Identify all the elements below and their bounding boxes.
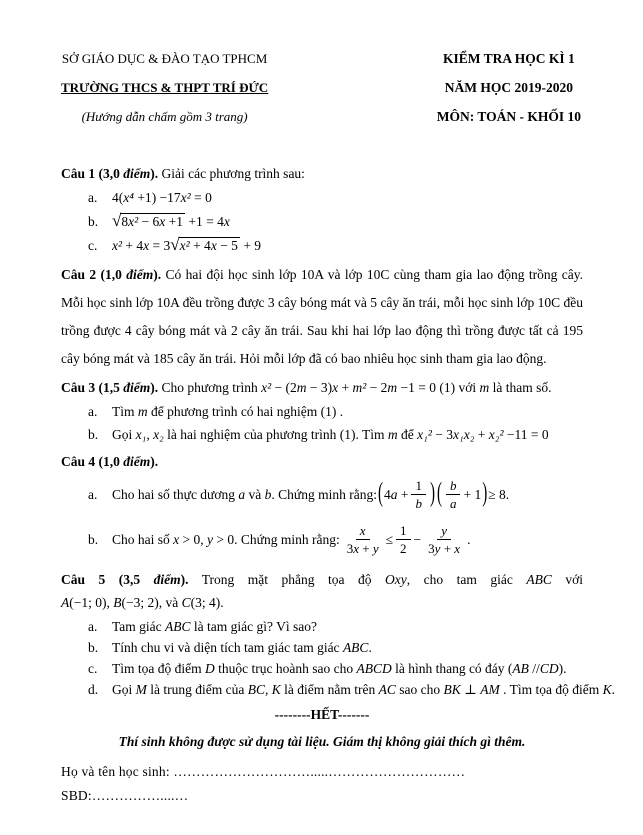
right-paren: ): [482, 478, 488, 509]
inequality-4b: [112, 523, 470, 556]
denominator: b: [415, 496, 422, 511]
radical-sign: √: [112, 211, 122, 230]
radical: [170, 237, 240, 254]
question-3b-lead: Gọi x₁, x₂ là hai nghiệm của phương trình (1). Tìm m để: [112, 427, 418, 442]
denominator: 2: [400, 541, 407, 556]
sbd-label: SBD:: [61, 788, 92, 803]
question-1b: [88, 213, 583, 230]
equation-3b: x₁² − 3x₁x₂ + x₂² −11 = 0: [417, 427, 549, 442]
question-3a: [88, 404, 583, 420]
exam-body: [61, 162, 615, 808]
equation-1b-rest: +1 = 4x: [185, 214, 230, 229]
left-paren: (: [436, 478, 442, 509]
equation-1c-rest: + 9: [239, 238, 262, 253]
term-4a: 4a +: [383, 486, 409, 502]
item-label: b.: [88, 640, 99, 655]
item-label: a.: [88, 619, 98, 634]
question-5c: [88, 661, 583, 677]
radical-sign: √: [170, 235, 180, 254]
numerator: 1: [396, 523, 411, 540]
question-5: [61, 568, 615, 698]
inequality-4a-rhs: ≥ 8.: [488, 486, 510, 502]
item-label: a.: [88, 190, 98, 205]
question-4: [61, 450, 583, 556]
header-right: [437, 44, 583, 131]
question-3-title: [61, 376, 583, 399]
radicand: x² + 4x − 5: [179, 238, 238, 253]
end-marker: --------HẾT-------: [274, 707, 370, 722]
denominator: 3x + y: [346, 541, 379, 556]
equation-1c-lhs: x² + 4x = 3: [112, 238, 171, 253]
term-4a2: + 1: [463, 486, 482, 502]
equation-1b: [112, 213, 230, 230]
question-3-tail: (1) với m là tham số.: [436, 380, 552, 395]
item-label: a.: [88, 486, 98, 502]
fraction: [396, 523, 411, 556]
question-4b-lead: Cho hai số x > 0, y > 0. Chứng minh rằng:: [112, 531, 340, 547]
question-3-items: [88, 404, 583, 443]
question-1-items: [88, 190, 583, 254]
question-3: [61, 376, 583, 443]
question-4-title: Câu 4 (1,0 điểm).: [61, 454, 159, 469]
name-dotted-blank: ………………………….....…………………………: [173, 764, 466, 779]
question-3a-text: Tìm m để phương trình có hai nghiệm (1) .: [112, 404, 344, 419]
question-5c-text: Tìm tọa độ điểm D thuộc trục hoành sao cho ABCD là hình thang có đáy (AB //CD).: [112, 661, 567, 676]
exam-title: KIỂM TRA HỌC KÌ 1: [442, 51, 575, 66]
numerator: x: [356, 523, 370, 540]
question-5a-text: Tam giác ABC là tam giác gì? Vì sao?: [112, 619, 317, 634]
left-paren: (: [377, 478, 383, 509]
item-label: b.: [88, 531, 99, 547]
radicand: 8x² − 6x +1: [121, 214, 184, 229]
question-1c: [88, 237, 583, 254]
question-5d: [88, 682, 615, 698]
item-label: a.: [88, 404, 98, 419]
fraction: [411, 478, 426, 511]
question-5b: [88, 640, 583, 656]
question-3b: [88, 427, 583, 443]
name-label: Họ và tên học sinh:: [61, 764, 174, 779]
question-4a-lead: Cho hai số thực dương a và b. Chứng minh rằng:: [112, 486, 377, 502]
question-4b: [88, 523, 583, 556]
denominator: a: [449, 496, 457, 511]
question-5a: [88, 619, 583, 635]
equation-3: x² − (2m − 3)x + m² − 2m −1 = 0: [261, 380, 437, 395]
numerator: b: [446, 478, 461, 495]
school-year: NĂM HỌC 2019-2020: [444, 80, 573, 95]
radical: [112, 213, 185, 230]
equation-1a: 4(x⁴ +1) −17x² = 0: [112, 190, 212, 205]
equation-1c: [112, 237, 261, 254]
question-1a: [88, 190, 583, 206]
sbd-dotted-blank: ……………....…: [91, 788, 189, 803]
question-5-title: Câu 5 (3,5 điểm). Trong mặt phẳng tọa độ Oxy, cho tam giác ABC với: [61, 572, 583, 587]
item-label: b.: [88, 214, 99, 229]
leq-sign: ≤: [385, 531, 394, 547]
minus-sign: −: [413, 531, 422, 547]
question-4a: [88, 478, 583, 511]
denominator: 3y + x: [428, 541, 461, 556]
department-name: SỞ GIÁO DỤC & ĐÀO TẠO TPHCM: [61, 51, 268, 66]
school-name: TRƯỜNG THCS & THPT TRÍ ĐỨC: [61, 80, 269, 95]
item-label: b.: [88, 427, 99, 442]
question-5-items: [88, 619, 615, 698]
numerator: 1: [411, 478, 426, 495]
header-left: [61, 44, 268, 131]
footer: [61, 704, 583, 808]
question-1-title: Câu 1 (3,0 điểm). Giải các phương trình sau:: [61, 166, 305, 181]
fraction: [343, 523, 383, 556]
subject-grade: MÔN: TOÁN - KHỐI 10: [436, 109, 581, 124]
question-5-points: A(−1; 0), B(−3; 2), và C(3; 4).: [61, 595, 224, 610]
right-paren: ): [429, 478, 435, 509]
question-5d-text: Gọi M là trung điểm của BC, K là điểm nằm trên AC sao cho BK ⊥ AM . Tìm tọa độ điểm K.: [112, 682, 615, 697]
fraction: [446, 478, 461, 511]
question-2: Câu 2 (1,0 điểm). Có hai đội học sinh lớp 10A và lớp 10C cùng tham gia lao động trồng cây. Mỗi học sinh lớp 10A đều trồng được 3 cây bóng mát và 5 cây ăn trái, mỗi học sinh lớp 10C đều trồng được 4 cây bóng mát và 2 cây ăn trái. Sau khi hai lớp lao động thì trồng được tất cả 195 cây bóng mát và 185 cây ăn trái. Hỏi mỗi lớp đã có bao nhiêu học sinh tham gia lao động.: [61, 267, 583, 366]
question-3b-text: [112, 427, 549, 443]
question-3-lead: Câu 3 (1,5 điểm). Cho phương trình: [61, 380, 262, 395]
grading-note: (Hướng dẫn chấm gồm 3 trang): [81, 109, 248, 124]
question-1: [61, 162, 583, 254]
item-label: c.: [88, 238, 98, 253]
period: .: [467, 531, 471, 547]
numerator: y: [437, 523, 451, 540]
header: [61, 44, 583, 131]
item-label: d.: [88, 682, 99, 697]
student-name-line: [61, 760, 583, 808]
question-4-items: [88, 478, 583, 556]
item-label: c.: [88, 661, 98, 676]
footer-note: Thí sinh không được sử dụng tài liệu. Giám thị không giải thích gì thêm.: [118, 734, 526, 749]
question-5b-text: Tính chu vi và diện tích tam giác tam giác ABC.: [112, 640, 372, 655]
inequality-4a: [112, 478, 509, 511]
fraction: [424, 523, 464, 556]
